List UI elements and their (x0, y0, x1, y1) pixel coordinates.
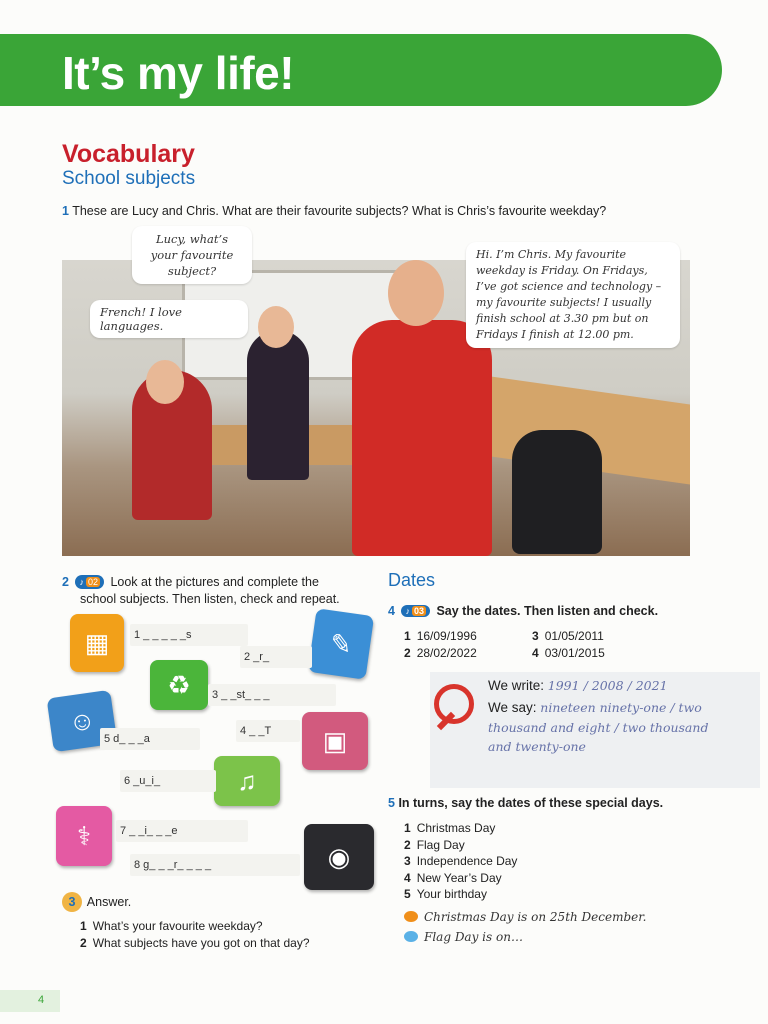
subject-blank-7[interactable]: 7 _ _i_ _ _e (116, 820, 248, 842)
chris-head (388, 260, 444, 326)
list-item: 1 16/09/1996 (404, 629, 477, 643)
dates-heading: Dates (388, 570, 436, 590)
track-number: 02 (87, 577, 98, 587)
speech-example-1: Christmas Day is on 25th December. (404, 910, 647, 924)
list-item: 1 Christmas Day (404, 821, 496, 835)
exercise-3 (62, 892, 131, 912)
page-title: It’s my life! (62, 47, 295, 99)
exercise-5 (388, 796, 663, 810)
music-keyboard-icon: ♫ (214, 756, 280, 806)
exercise-2-instruction-line1: Look at the pictures and complete the (110, 575, 319, 589)
girl-head (258, 306, 294, 348)
list-item: 4 03/01/2015 (532, 646, 605, 661)
we-write-line (488, 678, 668, 693)
speech-bubble-icon (404, 911, 418, 922)
microscope-icon: ⚕ (56, 806, 112, 866)
we-say-label: We say: (488, 700, 537, 715)
exercise-3-instruction: Answer. (86, 895, 132, 909)
speech-bubble-french: French! I love languages. (90, 300, 248, 338)
we-write-label: We write: (488, 678, 545, 693)
we-write-value: 1991 / 2008 / 2021 (547, 678, 668, 693)
exercise-4-instruction: Say the dates. Then listen and check. (436, 604, 659, 618)
audio-track-button[interactable]: ♪ 02 (75, 575, 104, 589)
special-days-list (404, 820, 517, 903)
subject-blank-6[interactable]: 6 _u_i_ (120, 770, 216, 792)
backpack (512, 430, 602, 554)
subject-blank-2[interactable]: 2 _r_ (240, 646, 312, 668)
lucy-head (146, 360, 184, 404)
magnifying-glass-icon (434, 684, 474, 724)
question-list (80, 918, 310, 953)
page-number: 4 (0, 990, 60, 1012)
list-item: 4 New Year’s Day (404, 870, 502, 885)
column-icon: ♻ (150, 660, 208, 710)
speech-bubble-lucy: Lucy, what’s your favourite subject? (132, 226, 252, 284)
globe-icon: ◉ (304, 824, 374, 890)
theatre-masks-icon: ☺ (47, 690, 118, 752)
subject-blank-4[interactable]: 4 _ _T (236, 720, 300, 742)
subject-blank-1[interactable]: 1 _ _ _ _ _s (130, 624, 248, 646)
exercise-number: 4 (388, 604, 395, 618)
list-item: 3 01/05/2011 (532, 629, 604, 643)
palette-icon: ✎ (308, 608, 374, 679)
date-list (404, 628, 652, 663)
speech-bubble-chris: Hi. I’m Chris. My favourite weekday is Friday. On Fridays, I’ve got science and technology – my favourite subjects! I usually finish school at 3.30 pm but on Fridays I finish at 12.00 pm. (466, 242, 680, 348)
girl-figure (247, 330, 309, 480)
exercise-4 (388, 604, 658, 618)
speech-bubble-icon (404, 931, 418, 942)
we-say-value: nineteen ninety-one / two thousand and eight / two thousand and twenty-one (488, 700, 709, 755)
list-item: 2 What subjects have you got on that day? (80, 936, 310, 951)
vocabulary-heading: Vocabulary (62, 140, 195, 168)
speech-example-2: Flag Day is on… (404, 930, 523, 944)
exercise-1-instruction: These are Lucy and Chris. What are their favourite subjects? What is Chris’s favourite weekday? (72, 204, 607, 218)
chris-figure (352, 320, 492, 556)
list-item: 3 Independence Day (404, 854, 518, 869)
subject-blank-8[interactable]: 8 g_ _ _r_ _ _ _ (130, 854, 300, 876)
subject-blank-3[interactable]: 3 _ _st_ _ _ (208, 684, 336, 706)
exercise-2 (62, 574, 372, 608)
we-say-line (488, 698, 728, 757)
subject-blank-5[interactable]: 5 d_ _ _a (100, 728, 200, 750)
exercise-2-instruction-line2: school subjects. Then listen, check and repeat. (80, 591, 340, 606)
computer-icon: ▣ (302, 712, 368, 770)
list-item: 2 28/02/2022 (404, 646, 477, 661)
school-subjects-subheading: School subjects (62, 168, 196, 189)
exercise-number: 5 (388, 796, 395, 810)
track-number: 03 (413, 606, 424, 616)
exercise-number: 3 (62, 892, 82, 912)
exercise-number: 2 (62, 575, 69, 589)
list-item: 1 What’s your favourite weekday? (80, 919, 263, 933)
exercise-number: 1 (62, 204, 69, 218)
calculator-icon: ▦ (70, 614, 124, 672)
exercise-1 (62, 204, 606, 218)
list-item: 2 Flag Day (404, 837, 465, 852)
list-item: 5 Your birthday (404, 887, 487, 902)
audio-track-button[interactable]: ♪ 03 (401, 605, 430, 617)
exercise-5-instruction: In turns, say the dates of these special days. (398, 796, 664, 810)
